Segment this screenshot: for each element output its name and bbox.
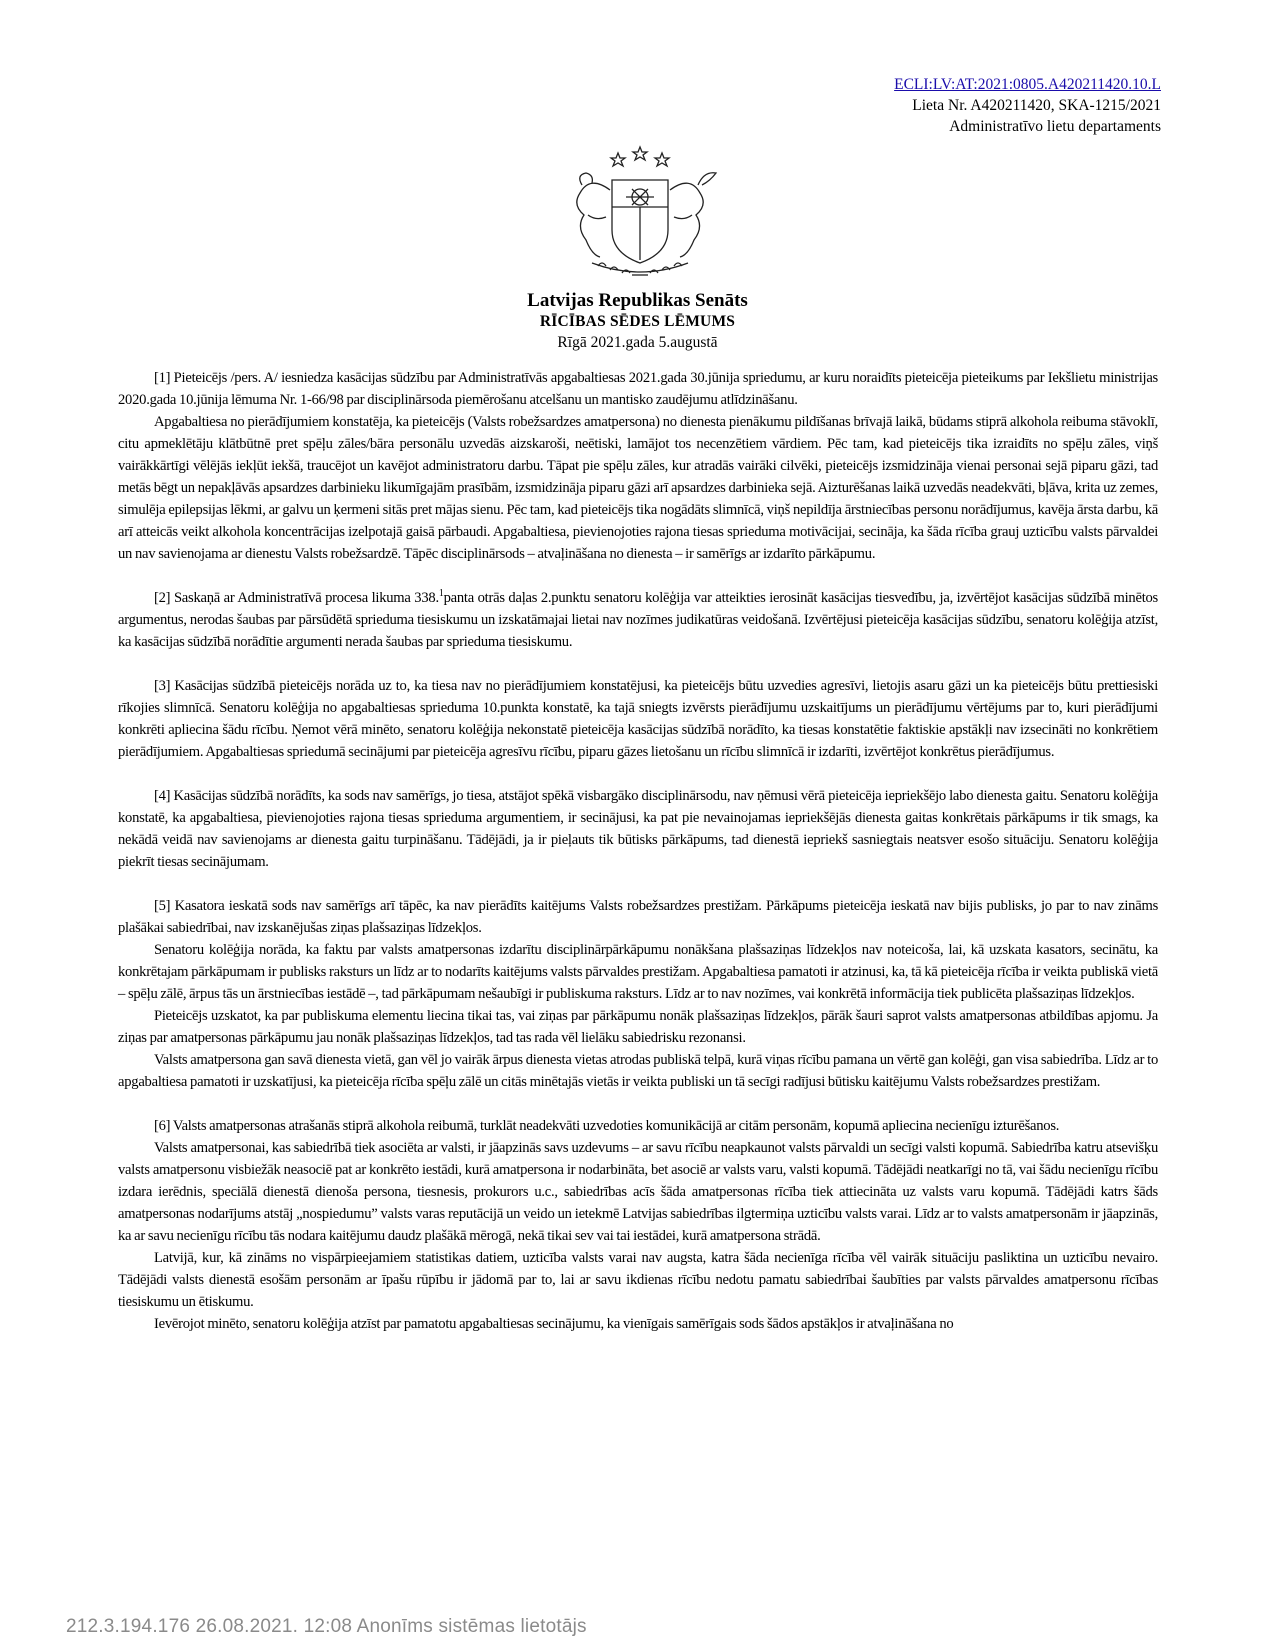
paragraph: Apgabaltiesa no pierādījumiem konstatēja, ka pieteicējs (Valsts robežsardzes amatpersona) no dienesta pienākumu pildīšanas brīvajā laikā, būdams stiprā alkohola reibuma stāvoklī, citu apmeklētāju klātbūtnē pret spēļu zāles/bāra personālu uzvedās aizskaroši, neētiski, lamājot tos necenzētiem vārdiem. Pēc tam, kad pieteicējs tika izraidīts no spēļu zāles, viņš vairākkārtīgi vēlējās iekļūt iekšā, traucējot un kavējot administratoru darbu. Tāpat pie spēļu zāles, kur atradās vairāki cilvēki, pieteicējs izsmidzināja vienai personai sejā piparu gāzi, tad metās bēgt un nepakļāvās apsardzes darbinieku likumīgajām prasībām, izsmidzināja piparu gāzi arī apsardzes darbinieka sejā. Aizturēšanas laikā uzvedās neadekvāti, bļāva, krita uz zemes, simulēja epilepsijas lēkmi, ar galvu un ķermeni sitās pret mājas sienu. Pēc tam, kad pieteicējs tika nogādāts slimnīcā, viņš nepildīja ārstniecības personu norādījumus, kavēja ārsta darbu, kā arī atteicās veikt alkohola koncentrācijas izelpotajā gaisā pārbaudi. Apgabaltiesa, pievienojoties rajona tiesas sprieduma motivācijai, secināja, ka šāda rīcība grauj uzticību valsts pārvaldei un nav savienojama ar dienestu Valsts robežsardzē. Tāpēc disciplinārsods – atvaļināšana no dienesta – ir samērīgs ar izdarīto pārkāpumu.	[118, 414, 1158, 562]
paragraph: Ievērojot minēto, senatoru kolēģija atzīst par pamatotu apgabaltiesas secinājumu, ka vienīgais samērīgais sods šādos apstākļos ir atvaļināšana no	[154, 1316, 954, 1332]
access-stamp: 212.3.194.176 26.08.2021. 12:08 Anonīms sistēmas lietotājs	[66, 1616, 587, 1637]
paragraph: Latvijā, kur, kā zināms no vispārpieejamiem statistikas datiem, uzticība valsts varai nav augsta, katra šāda necienīga rīcība vēl vairāk situāciju pasliktina un uzticību nevairo. Tādējādi valsts dienestā esošām personām ar īpašu rūpību ir jādomā par to, lai ar savu ikdienas rīcību nedotu pamatu sabiedrībai šaubīties par valsts pārvaldes amatpersonu rīcības tiesiskumu un ētiskumu.	[118, 1250, 1158, 1310]
place-date: Rīgā 2021.gada 5.augustā	[557, 334, 718, 351]
department-name: Administratīvo lietu departaments	[949, 118, 1161, 135]
paragraph: Senatoru kolēģija norāda, ka faktu par valsts amatpersonas izdarītu disciplinārpārkāpumu nonākšana plašsaziņas līdzekļos nav noteicoša, lai, kā uzskata kasators, secinātu, ka konkrētajam pārkāpumam ir publisks raksturs un līdz ar to nodarīts kaitējums valsts pārvaldes prestižam. Apgabaltiesa pamatoti ir atzinusi, ka, tā kā pieteicēja rīcība ir veikta publiskā vietā – spēļu zālē, ārpus tās un ārstniecības iestādē –, tad pārkāpumam nešaubīgi ir publiskuma raksturs. Līdz ar to nav nozīmes, vai konkrētā informācija tiek publicēta plašsaziņas līdzekļos.	[118, 942, 1158, 1002]
paragraph: [5] Kasatora ieskatā sods nav samērīgs arī tāpēc, ka nav pierādīts kaitējums Valsts robežsardzes prestižam. Pārkāpums pieteicēja ieskatā nav bijis publisks, jo par to nav zināms plašākai sabiedrībai, nav izskanējušas ziņas plašsaziņas līdzekļos.	[118, 898, 1158, 936]
case-number: Lieta Nr. A420211420, SKA-1215/2021	[912, 97, 1161, 114]
case-header	[741, 74, 1161, 137]
paragraph: [3] Kasācijas sūdzībā pieteicējs norāda uz to, ka tiesa nav no pierādījumiem konstatējusi, ka pieteicējs būtu uzvedies agresīvi, lietojis asaru gāzi un ka pieteicējs būtu prettiesiski rīkojies slimnīcā. Senatoru kolēģija no apgabaltiesas sprieduma 10.punkta konstatē, ka tajā sniegts izvērsts pierādījumu uzskaitījums un pierādījumu vērtējums par to, kuri pierādījumi konkrēti apliecina šādu rīcību. Ņemot vērā minēto, senatoru kolēģija nekonstatē pieteicēja kasācijas sūdzībā norādīto, ka tiesas konstatētie faktiskie apstākļi nav izsecināti no konkrētiem pierādījumiem. Apgabaltiesas spriedumā secinājumi par pieteicēja agresīvu rīcību, piparu gāzes lietošanu un rīcību slimnīcā ir izdarīti, izvērtējot konkrētus pierādījumus.	[118, 678, 1158, 760]
paragraph	[118, 587, 1158, 653]
decision-body	[118, 367, 1158, 1335]
paragraph: Pieteicējs uzskatot, ka par publiskuma elementu liecina tikai tas, vai ziņas par pārkāpumu nonāk plašsaziņas līdzekļos, pārāk šauri saprot valsts amatpersonas atbildības apjomu. Ja ziņas par amatpersonas pārkāpumu jau nonāk plašsaziņas līdzekļos, tad tas rada vēl lielāku sabiedrisku rezonansi.	[118, 1008, 1158, 1046]
paragraph: [1] Pieteicējs /pers. A/ iesniedza kasācijas sūdzību par Administratīvās apgabaltiesas 2021.gada 30.jūnija spriedumu, ar kuru noraidīts pieteicēja pieteikums par Iekšlietu ministrijas 2020.gada 10.jūnija lēmuma Nr. 1-66/98 par disciplinārsoda piemērošanu atcelšanu un mantisko zaudējumu atlīdzināšanu.	[118, 370, 1158, 408]
ecli-link[interactable]: ECLI:LV:AT:2021:0805.A420211420.10.L	[894, 76, 1161, 93]
paragraph: Valsts amatpersona gan savā dienesta vietā, gan vēl jo vairāk ārpus dienesta vietas atrodas publiskā telpā, kurā viņas rīcību pamana un vērtē gan kolēģi, gan visa sabiedrība. Līdz ar to apgabaltiesa pamatoti ir uzskatījusi, ka pieteicēja rīcība spēļu zālē un citās minētajās vietās ir veikta publiski un tā secīgi radījusi būtisku kaitējumu Valsts robežsardzes prestižam.	[118, 1052, 1158, 1090]
court-name: Latvijas Republikas Senāts	[527, 290, 748, 311]
decision-type: RĪCĪBAS SĒDES LĒMUMS	[539, 313, 736, 330]
coat-of-arms-icon	[540, 145, 740, 285]
paragraph-lead: [2] Saskaņā ar Administratīvā procesa likuma 338.	[154, 590, 439, 606]
paragraph: Valsts amatpersonai, kas sabiedrībā tiek asociēta ar valsti, ir jāapzinās savs uzdevums – ar savu rīcību neapkaunot valsts pārvaldi un secīgi valsti kopumā. Sabiedrība katru atsevišķu valsts amatpersonu visbiežāk neasociē pat ar konkrēto iestādi, kurā amatpersona ir nodarbināta, bet asociē ar valsts varu, valsti kopumā. Tādējādi neatkarīgi no tā, vai šādu necienīgu rīcību izdara ierēdnis, speciālā dienestā dienoša persona, tiesnesis, prokurors u.c., sabiedrības acīs šāda amatpersonas rīcība tiek attiecināta uz valsts varu kopumā. Tādējādi katrs šāds amatpersonas nodarījums atstāj „nospiedumu” valsts varas reputācijā un veido un ietekmē Latvijas sabiedrības ilgtermiņa uzticību valsts varai. Līdz ar to valsts amatpersonām ir jāapzinās, ka ar savu necienīgu rīcību tās nodara kaitējumu daudz plašākā mērogā, nekā tikai sev vai tai iestādei, kurā amatpersona strādā.	[118, 1140, 1158, 1244]
paragraph-rest: panta otrās daļas 2.punktu senatoru kolēģija var atteikties ierosināt kasācijas tiesvedību, ja, izvērtējot kasācijas sūdzībā minētos argumentus, nerodas šaubas par pārsūdētā sprieduma tiesiskumu un izskatāmajai lietai nav nozīmes judikatūras veidošanā. Izvērtējusi pieteicēja kasācijas sūdzību, senatoru kolēģija atzīst, ka kasācijas sūdzībā norādītie argumenti nerada šaubas par sprieduma tiesiskumu.	[118, 590, 1158, 650]
decision-title	[0, 290, 1275, 353]
article-superscript: 1	[438, 588, 444, 600]
paragraph: [4] Kasācijas sūdzībā norādīts, ka sods nav samērīgs, jo tiesa, atstājot spēkā visbargāko disciplinārsodu, nav ņēmusi vērā pieteicēja iepriekšējo labo dienesta gaitu. Senatoru kolēģija konstatē, ka apgabaltiesa, pievienojoties rajona tiesas sprieduma argumentiem, ir secinājusi, ka pat pie nevainojamas iepriekšējās dienesta gaitas konkrētais pārkāpums ir tik smags, ka nekādā veidā nav savienojams ar dienesta gaitu turpināšanu. Tādējādi, ja ir pieļauts tik būtisks pārkāpums, tad dienestā iepriekš sasniegtais neatsver esošo situāciju. Senatoru kolēģija piekrīt tiesas secinājumam.	[118, 788, 1158, 870]
paragraph: [6] Valsts amatpersonas atrašanās stiprā alkohola reibumā, turklāt neadekvāti uzvedoties komunikācijā ar citām personām, kopumā apliecina necienīgu izturēšanos.	[154, 1118, 1060, 1134]
